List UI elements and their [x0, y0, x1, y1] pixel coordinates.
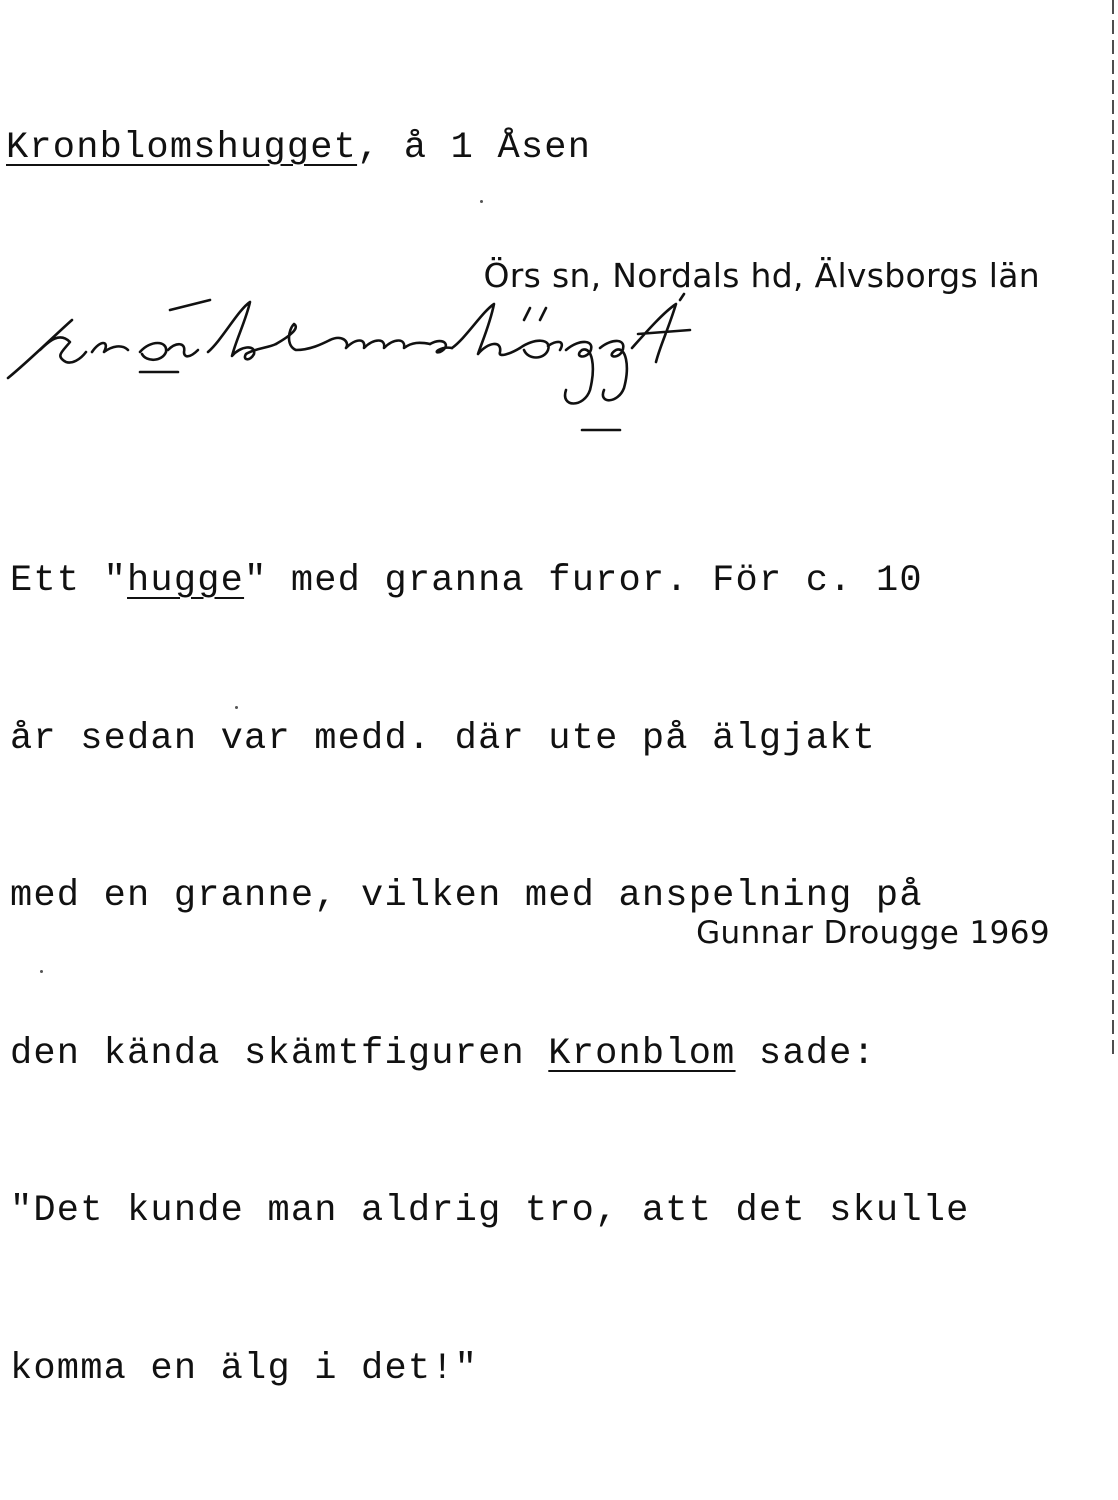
body-line-5: "Det kunde man aldrig tro, att det skulle	[10, 1190, 970, 1232]
body-line-2: år sedan var medd. där ute på älgjakt	[10, 717, 876, 760]
signature-line: Gunnar Drougge 1969	[696, 915, 1050, 951]
paper-speck	[235, 706, 238, 709]
body-line-6: komma en älg i det!"	[10, 1347, 479, 1390]
card-edge-line	[1112, 0, 1114, 1054]
body-line-1	[10, 555, 970, 608]
body-line-4-start: den kända skämtfiguren	[10, 1032, 549, 1075]
card-heading	[6, 124, 591, 172]
underlined-word-kronblom: Kronblom	[548, 1032, 736, 1075]
paper-speck	[480, 200, 483, 203]
handwritten-form	[0, 290, 860, 450]
body-line-4-end: sade:	[735, 1032, 876, 1075]
body-line-1-start: Ett "	[10, 560, 128, 602]
place-name: Kronblomshugget	[6, 127, 358, 169]
card-body	[10, 450, 970, 1500]
paper-speck	[40, 970, 43, 973]
body-line-3: med en granne, vilken med anspelning på	[10, 875, 923, 917]
body-line-1-end: " med granna furor. För c. 10	[244, 560, 923, 602]
underlined-word-hugge: hugge	[127, 560, 245, 602]
location-line: Örs sn, Nordals hd, Älvsborgs län	[483, 256, 1040, 295]
heading-rest: , å 1 Åsen	[357, 127, 592, 169]
